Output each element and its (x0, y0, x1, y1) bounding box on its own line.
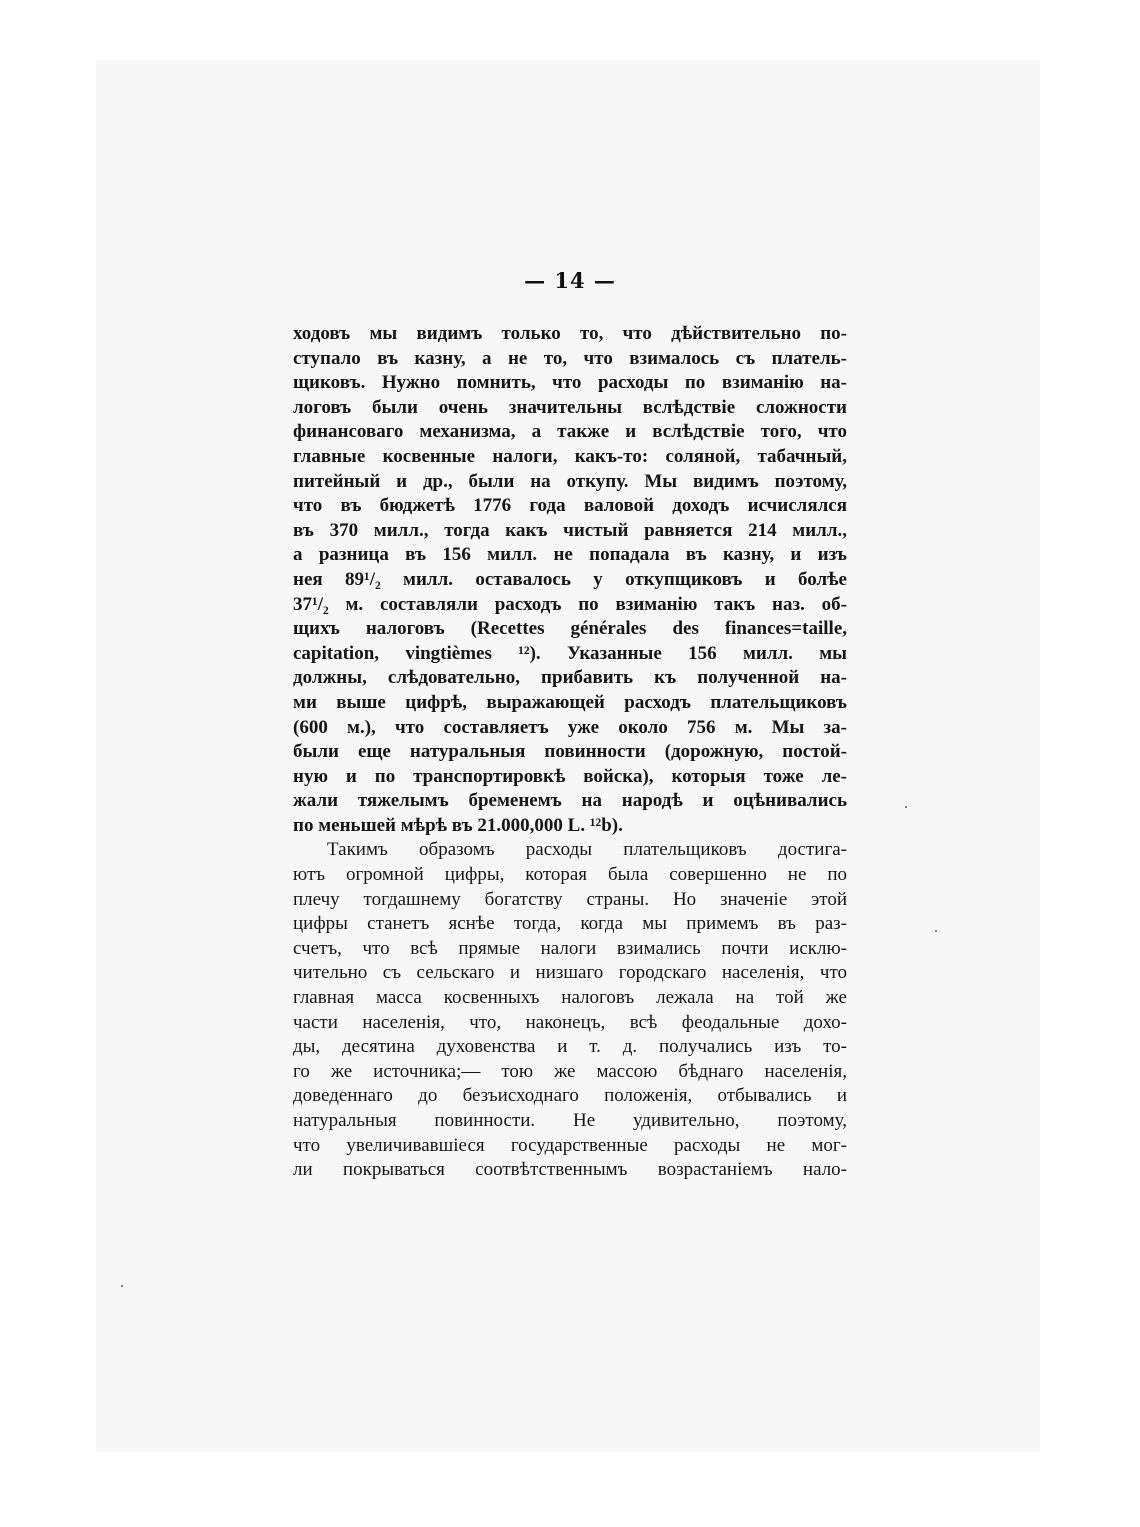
text-line: финансоваго механизма, а также и вслѣдствіе того, что (293, 421, 847, 443)
text-line: ходовъ мы видимъ только то, что дѣйствительно по- (293, 323, 847, 344)
text-line: въ 370 милл., тогда какъ чистый равняется 214 милл., (293, 519, 847, 541)
text-line: чительно съ сельскаго и низшаго городскаго населенія, что (293, 962, 847, 984)
body-text (293, 322, 847, 1183)
scan-speck (935, 930, 937, 932)
text-line: что увеличивавшіеся государственные расходы не мог- (293, 1134, 847, 1156)
scan-speck (905, 806, 907, 808)
text-line: го же источника;— тою же массою бѣднаго населенія, (293, 1060, 847, 1082)
text-line: жали тяжелымъ бременемъ на народѣ и оцѣнивались (293, 790, 847, 812)
scan-speck (121, 1285, 123, 1287)
text-line: Такимъ образомъ расходы плательщиковъ достига- (327, 839, 847, 861)
page-number: — 14 — (524, 268, 616, 293)
text-line: нея 89¹/₂ милл. оставалось у откупщиковъ и болѣе (293, 568, 847, 590)
text-line: щиковъ. Нужно помнить, что расходы по взиманію на- (293, 372, 847, 394)
text-line: что въ бюджетѣ 1776 года валовой доходъ исчислялся (293, 495, 847, 517)
text-line: логовъ были очень значительны вслѣдствіе сложности (293, 396, 847, 418)
text-line: главная масса косвенныхъ налоговъ лежала на той же (293, 987, 847, 1009)
text-line: ды, десятина духовенства и т. д. получались изъ то- (293, 1036, 847, 1058)
text-line: главные косвенные налоги, какъ-то: соляной, табачный, (293, 445, 847, 467)
text-line: плечу тогдашнему богатству страны. Но значеніе этой (293, 888, 847, 910)
text-line: цифры станетъ яснѣе тогда, когда мы примемъ въ раз- (293, 913, 847, 935)
text-line: ную и по транспортировкѣ войска), которыя тоже ле- (293, 765, 847, 787)
text-line: 37¹/₂ м. составляли расходъ по взиманію такъ наз. об- (293, 593, 847, 615)
text-line: ступало въ казну, а не то, что взималось съ платель- (293, 347, 847, 369)
text-line: были еще натуральныя повинности (дорожную, постой- (293, 741, 847, 763)
text-line: ли покрываться соотвѣтственнымъ возрастаніемъ нало- (293, 1159, 847, 1181)
text-line: части населенія, что, наконецъ, всѣ феодальные дохо- (293, 1011, 847, 1033)
text-line: щихъ налоговъ (Recettes générales des finances=taille, (293, 618, 847, 640)
text-line: доведеннаго до безъисходнаго положенія, отбывались и (293, 1085, 847, 1107)
text-line: ютъ огромной цифры, которая была совершенно не по (293, 864, 847, 886)
text-line: по меньшей мѣрѣ въ 21.000,000 L. ¹²b). (293, 814, 623, 836)
text-line: (600 м.), что составляетъ уже около 756 м. Мы за- (293, 716, 847, 738)
text-line: capitation, vingtièmes ¹²). Указанные 156 милл. мы (293, 642, 847, 664)
text-line: счетъ, что всѣ прямые налоги взимались почти исклю- (293, 937, 847, 959)
text-line: натуральныя повинности. Не удивительно, поэтому, (293, 1110, 847, 1131)
text-line: ми выше цифрѣ, выражающей расходъ плательщиковъ (293, 691, 847, 713)
text-line: должны, слѣдовательно, прибавить къ полученной на- (293, 667, 847, 689)
text-line: а разница въ 156 милл. не попадала въ казну, и изъ (293, 544, 847, 566)
text-line: питейный и др., были на откупу. Мы видимъ поэтому, (293, 470, 847, 492)
